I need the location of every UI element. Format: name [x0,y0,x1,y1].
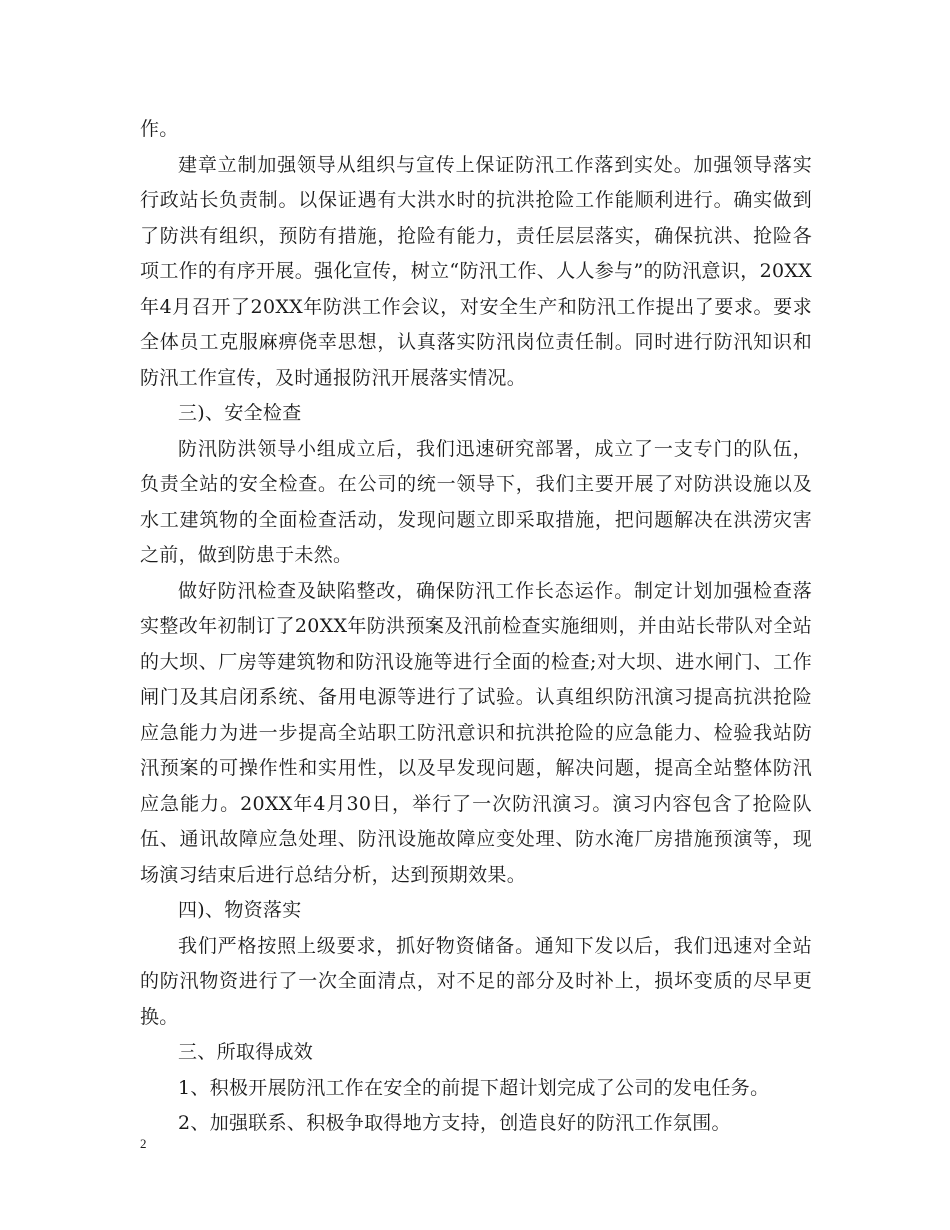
paragraph: 建章立制加强领导从组织与宣传上保证防汛工作落到实处。加强领导落实行政站长负责制。以保证遇有大洪水时的抗洪抢险工作能顺利进行。确实做到了防洪有组织，预防有措施，抢险有能力，责任层层落实，确保抗洪、抢险各项工作的有序开展。强化宣传，树立“防汛工作、人人参与”的防汛意识，20XX年4月召开了20XX年防洪工作会议，对安全生产和防汛工作提出了要求。要求全体员工克服麻痹侥幸思想，认真落实防汛岗位责任制。同时进行防汛知识和防汛工作宣传，及时通报防汛开展落实情况。 [140,153,812,389]
paragraph: 做好防汛检查及缺陷整改，确保防汛工作长态运作。制定计划加强检查落实整改年初制订了20XX年防洪预案及汛前检查实施细则，并由站长带队对全站的大坝、厂房等建筑物和防汛设施等进行全面的检查;对大坝、进水闸门、工作闸门及其启闭系统、备用电源等进行了试验。认真组织防汛演习提高抗洪抢险应急能力为进一步提高全站职工防汛意识和抗洪抢险的应急能力、检验我站防汛预案的可操作性和实用性，以及早发现问题，解决问题，提高全站整体防汛应急能力。20XX年4月30日，举行了一次防汛演习。演习内容包含了抢险队伍、通讯故障应急处理、防汛设施故障应变处理、防水淹厂房措施预演等，现场演习结束后进行总结分析，达到预期效果。 [140,579,812,886]
section-heading: 四)、物资落实 [178,899,302,921]
page-number: 2 [140,1136,147,1151]
list-item: 2、加强联系、积极争取得地方支持，创造良好的防汛工作氛围。 [178,1112,731,1134]
document-body [140,112,812,1142]
section-heading: 三、所取得成效 [178,1041,314,1063]
paragraph: 作。 [140,118,179,140]
paragraph: 防汛防洪领导小组成立后，我们迅速研究部署，成立了一支专门的队伍，负责全站的安全检查。在公司的统一领导下，我们主要开展了对防洪设施以及水工建筑物的全面检查活动，发现问题立即采取措施，把问题解决在洪涝灾害之前，做到防患于未然。 [140,437,812,566]
section-heading: 三)、安全检查 [178,402,302,424]
list-item: 1、积极开展防汛工作在安全的前提下超计划完成了公司的发电任务。 [178,1076,770,1099]
paragraph: 我们严格按照上级要求，抓好物资储备。通知下发以后，我们迅速对全站的防汛物资进行了一次全面清点，对不足的部分及时补上，损坏变质的尽早更换。 [140,934,812,1028]
